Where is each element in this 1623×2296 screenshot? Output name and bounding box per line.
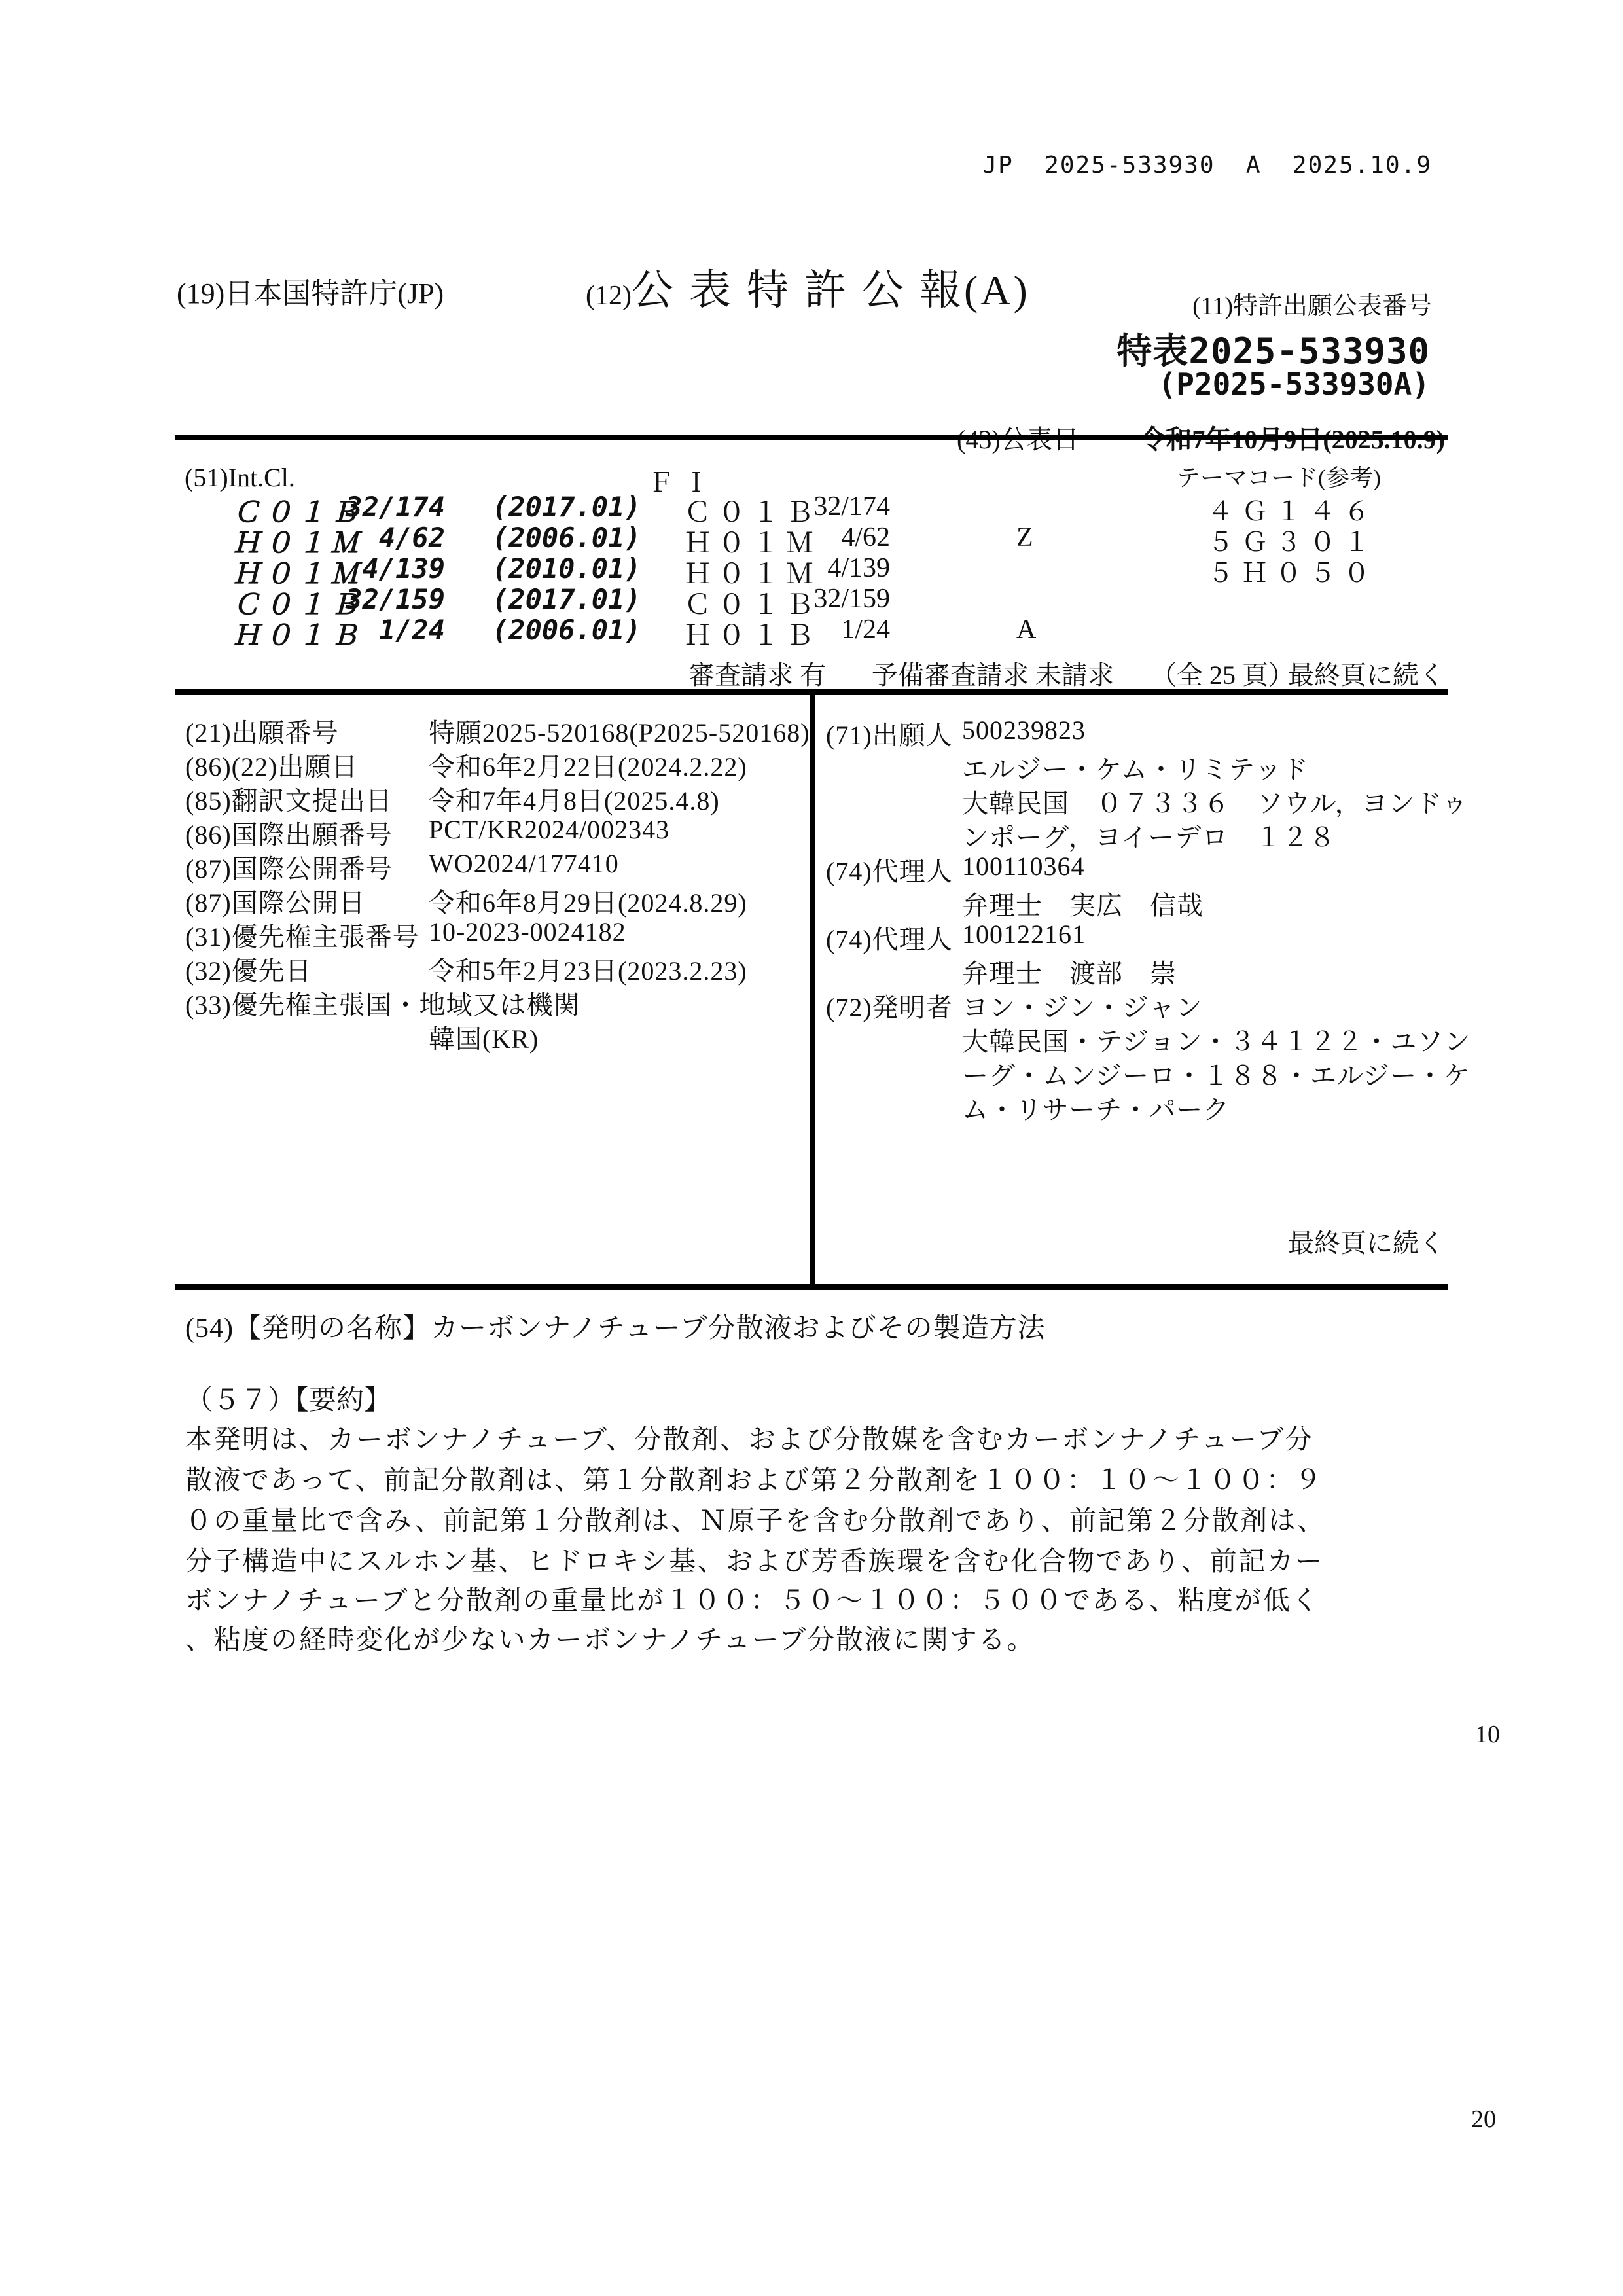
field-value: 10-2023-0024182	[429, 917, 626, 946]
publication-number-paren: (P2025-533930A)	[1158, 367, 1430, 402]
field-value: 特願2025-520168(P2025-520168)	[429, 718, 810, 747]
field-value: 令和7年4月8日(2025.4.8)	[429, 786, 720, 816]
biblio-row-applicant	[826, 715, 1448, 750]
fi-heading: ＦＩ	[648, 468, 719, 497]
field-label: (87)国際公開日	[185, 888, 366, 918]
theme-code-heading: テーマコード(参考)	[1177, 465, 1381, 491]
biblio-row-inventor-address3	[826, 1089, 1448, 1124]
abstract-line: 散液であって、前記分散剤は、第１分散剤および第２分散剤を１００：１０～１００：９	[185, 1465, 1323, 1495]
field-value: 100122161	[962, 920, 1086, 949]
office-name: 日本国特許庁(JP)	[224, 278, 444, 310]
fi-number: 32/159	[813, 584, 890, 614]
field-value: 大韓民国・テジョン・３４１２２・ユソン	[962, 1027, 1471, 1056]
intcl-class: Ｈ０１Ｍ	[232, 527, 364, 559]
biblio-row-priority-date	[185, 950, 807, 986]
field-value: 令和5年2月23日(2023.2.23)	[429, 956, 747, 986]
field-value: 500239823	[962, 715, 1086, 745]
continued-on-last-page-note: 最終頁に続く	[1288, 660, 1445, 690]
intcl-heading: (51)Int.Cl.	[185, 463, 295, 492]
rule-biblio-bottom	[175, 1284, 1448, 1290]
field-label: (32)優先日	[185, 956, 312, 986]
fi-number: 4/62	[841, 522, 890, 552]
publication-number-label: (11)特許出願公表番号	[1192, 293, 1432, 320]
field-value: エルジー・ケム・リミテッド	[962, 755, 1309, 784]
fi-subclass: Z	[1016, 522, 1033, 552]
field-label: (21)出願番号	[185, 718, 339, 747]
fi-class: Ｃ０１Ｂ	[684, 498, 821, 528]
fi-number: 4/139	[827, 553, 890, 583]
field-label: (86)(22)出願日	[185, 752, 359, 781]
classification-row	[0, 583, 1623, 620]
field-label: (72)発明者	[826, 993, 953, 1022]
biblio-row-priority-country-value	[185, 1018, 807, 1054]
abstract-heading: （５７）【要約】	[185, 1386, 392, 1416]
intcl-version: (2017.01)	[492, 491, 641, 523]
abstract-line: ボンナノチューブと分散剤の重量比が１００：５０～１００：５００である、粘度が低く	[185, 1585, 1320, 1615]
biblio-row-agent1-name	[826, 885, 1448, 920]
prelim-exam-request-status: 予備審査請求 未請求	[872, 660, 1114, 690]
field-label: (74)代理人	[826, 857, 953, 886]
fi-class: Ｃ０１Ｂ	[684, 590, 821, 620]
biblio-row-applicant-address2	[826, 817, 1448, 852]
intcl-version: (2017.01)	[492, 583, 641, 615]
field-label: (71)出願人	[826, 721, 953, 750]
intcl-number: 32/159	[346, 583, 445, 615]
biblio-column-divider	[810, 695, 815, 1284]
field-value: WO2024/177410	[429, 849, 619, 878]
fi-number: 1/24	[841, 615, 890, 645]
biblio-row-translation-date	[185, 780, 807, 816]
biblio-row-application-number	[185, 712, 810, 747]
fi-class: Ｈ０１Ｂ	[684, 621, 821, 651]
field-label: (87)国際公開番号	[185, 854, 393, 884]
biblio-row-intl-publication-date	[185, 882, 807, 918]
field-value: 100110364	[962, 852, 1085, 881]
intcl-version: (2006.01)	[492, 614, 641, 646]
abstract-line: ０の重量比で含み、前記第１分散剤は、Ｎ原子を含む分散剤であり、前記第２分散剤は、	[185, 1505, 1326, 1535]
intcl-number: 32/174	[346, 491, 445, 523]
field-value: 弁理士 渡部 崇	[962, 959, 1177, 988]
biblio-row-inventor	[826, 987, 1448, 1022]
field-value: 韓国(KR)	[429, 1024, 539, 1054]
gazette-kind-title: 公 表 特 許 公 報(A)	[631, 267, 1030, 314]
field-value: ム・リサーチ・パーク	[962, 1095, 1230, 1124]
biblio-row-applicant-name	[826, 749, 1448, 784]
biblio-row-inventor-address1	[826, 1021, 1471, 1056]
biblio-row-agent2	[826, 919, 1448, 954]
rule-top	[175, 435, 1448, 440]
field-label: (33)優先権主張国・地域又は機関	[185, 990, 580, 1020]
margin-line-number-20: 20	[1471, 2106, 1496, 2133]
total-pages: （全 25 頁）	[1150, 660, 1294, 690]
theme-code: ５Ｇ３０１	[1207, 528, 1378, 557]
abstract-line: 分子構造中にスルホン基、ヒドロキシ基、および芳香族環を含む化合物であり、前記カー	[185, 1546, 1324, 1576]
biblio-row-priority-number	[185, 916, 807, 952]
biblio-row-intl-application-number	[185, 814, 807, 850]
fi-class: Ｈ０１Ｍ	[684, 529, 821, 559]
office-ind-code: (19)	[177, 278, 225, 310]
field-label: (86)国際出願番号	[185, 820, 393, 850]
abstract-line: 、粘度の経時変化が少ないカーボンナノチューブ分散液に関する。	[185, 1624, 1035, 1655]
biblio-row-inventor-address2	[826, 1055, 1471, 1090]
fi-class: Ｈ０１Ｍ	[684, 560, 821, 590]
patent-office-line	[177, 270, 444, 312]
fi-number: 32/174	[813, 492, 890, 522]
biblio-row-priority-country	[185, 984, 807, 1020]
field-value: ーグ・ムンジーロ・１８８・エルジー・ケ	[962, 1061, 1471, 1090]
biblio-row-filing-date	[185, 746, 807, 781]
field-value: 令和6年8月29日(2024.8.29)	[429, 888, 747, 918]
field-value: 大韓民国 ０７３３６ ソウル，ヨンドゥ	[962, 789, 1469, 818]
intcl-version: (2010.01)	[492, 552, 641, 584]
publication-number: 特表2025-533930	[1116, 331, 1430, 372]
intcl-class: Ｃ０１Ｂ	[232, 496, 364, 528]
intcl-version: (2006.01)	[492, 522, 641, 554]
document-id-header: JP 2025-533930 A 2025.10.9	[982, 152, 1432, 179]
margin-line-number-10: 10	[1475, 1721, 1500, 1748]
biblio-row-applicant-address1	[826, 783, 1469, 818]
intcl-number: 4/62	[378, 522, 445, 554]
biblio-row-agent1	[826, 851, 1448, 886]
abstract-line: 本発明は、カーボンナノチューブ、分散剤、および分散媒を含むカーボンナノチューブ分	[185, 1424, 1314, 1454]
intcl-number: 1/24	[378, 614, 445, 646]
field-value: ヨン・ジン・ジャン	[962, 993, 1203, 1022]
classification-row	[0, 522, 1623, 559]
classification-row	[0, 552, 1623, 590]
intcl-class: Ｃ０１Ｂ	[232, 588, 364, 620]
invention-title-line: (54)【発明の名称】カーボンナノチューブ分散液およびその製造方法	[185, 1314, 1046, 1344]
field-value: PCT/KR2024/002343	[429, 815, 670, 844]
field-value: ンポーグ，ヨイーデロ １２８	[962, 823, 1336, 852]
field-value: 弁理士 実広 信哉	[962, 891, 1204, 920]
biblio-row-agent2-name	[826, 953, 1448, 988]
exam-request-status: 審査請求 有	[688, 660, 826, 690]
theme-code: ５Ｈ０５０	[1207, 558, 1378, 588]
field-value: 令和6年2月22日(2024.2.22)	[429, 752, 747, 781]
field-label: (74)代理人	[826, 925, 953, 954]
continued-on-last-page-note: 最終頁に続く	[1288, 1229, 1445, 1258]
field-label: (85)翻訳文提出日	[185, 786, 393, 816]
theme-code: ４Ｇ１４６	[1207, 497, 1378, 526]
intcl-class: Ｈ０１Ｍ	[232, 558, 364, 590]
biblio-row-intl-publication-number	[185, 848, 807, 884]
kind-ind-code: (12)	[586, 281, 632, 311]
gazette-kind-line	[586, 257, 1030, 317]
intcl-number: 4/139	[362, 552, 445, 584]
classification-row	[0, 614, 1623, 651]
intcl-class: Ｈ０１Ｂ	[232, 619, 364, 651]
field-label: (31)優先権主張番号	[185, 922, 419, 952]
classification-row	[0, 491, 1623, 528]
fi-subclass: A	[1016, 615, 1037, 645]
